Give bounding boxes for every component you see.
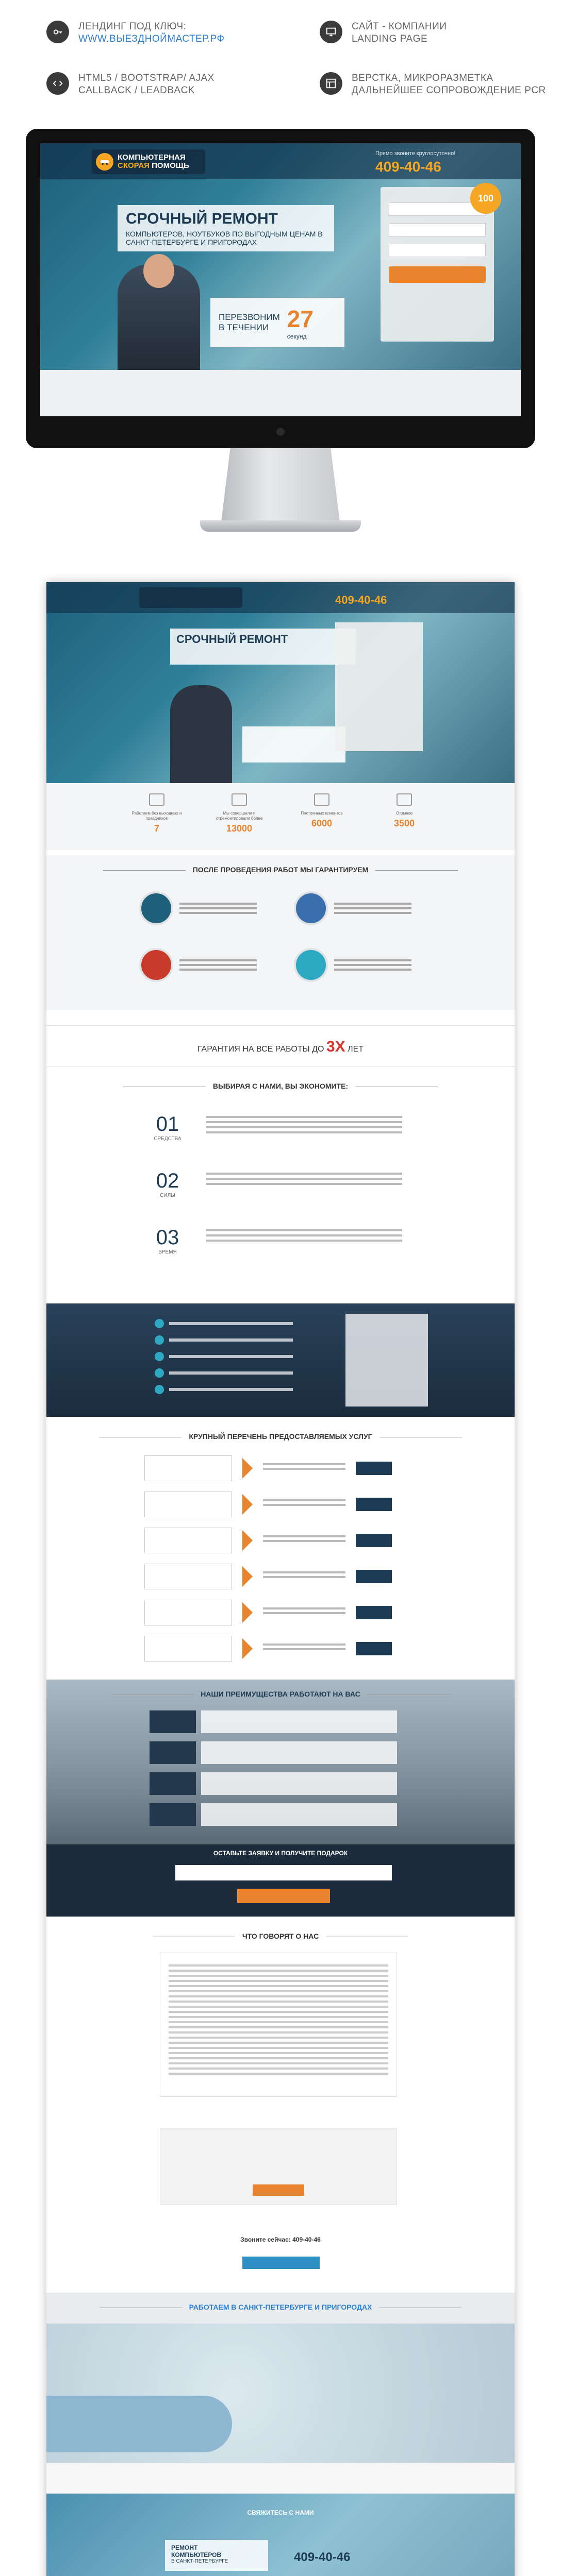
lock-icon — [139, 948, 173, 982]
check-icon — [155, 1385, 164, 1394]
service-price-button[interactable] — [356, 1498, 392, 1511]
info-layout-line2: ДАЛЬНЕЙШЕЕ СОПРОВОЖДЕНИЕ PCR — [352, 85, 546, 96]
site-logo[interactable] — [92, 149, 205, 174]
lp-callback-box — [242, 726, 345, 762]
guarantee-num: 3Х — [326, 1038, 345, 1055]
stat-item — [373, 793, 435, 850]
stat-label: Мы совершили и отремонтировали более — [216, 811, 263, 821]
service-row — [144, 1453, 433, 1484]
lp-headline-box — [170, 629, 356, 665]
monitor-screen — [40, 143, 521, 416]
hero-header — [40, 143, 521, 179]
check-icon — [155, 1368, 164, 1378]
car-icon — [96, 153, 113, 171]
info-layout — [320, 72, 546, 97]
calendar-icon — [149, 793, 164, 806]
info-site — [320, 21, 447, 45]
logo-line1: КОМПЬЮТЕРНАЯ — [118, 153, 186, 162]
review-submit-button[interactable] — [253, 2184, 304, 2196]
callback-button[interactable] — [242, 2257, 320, 2269]
hero-section — [40, 143, 521, 370]
hero-subheadline: КОМПЬЮТЕРОВ, НОУТБУКОВ ПО ВЫГОДНЫМ ЦЕНАМ В САНКТ-ПЕТЕРБУРГЕ И ПРИГОРОДАХ — [126, 230, 323, 246]
why-row — [144, 1226, 433, 1255]
service-desc — [263, 1533, 345, 1548]
service-name — [144, 1455, 232, 1481]
stat-num: 3500 — [393, 818, 415, 828]
why-label: ВРЕМЯ — [158, 1249, 177, 1255]
stat-label: Отзывов — [395, 811, 413, 816]
clients-icon — [314, 793, 329, 806]
arrow-icon — [242, 1494, 253, 1515]
info-layout-line1: ВЕРСТКА, МИКРОРАЗМЕТКА — [352, 73, 493, 83]
callback-line: Звоните сейчас: 409-40-46 — [240, 2236, 321, 2243]
stat-item — [208, 793, 270, 850]
reviews-title: ЧТО ГОВОРЯТ О НАС — [46, 1932, 515, 1940]
stat-item — [126, 793, 188, 850]
logo-accent: СКОРАЯ — [118, 161, 150, 170]
lp-technician — [170, 685, 232, 783]
info-tech-line2: CALLBACK / LEADBACK — [78, 85, 195, 96]
technician-head — [143, 254, 174, 288]
service-price-button[interactable] — [356, 1570, 392, 1583]
callback-unit: секунд — [287, 333, 307, 340]
guarantee-banner — [46, 1025, 515, 1066]
guarantee-prefix: ГАРАНТИЯ НА ВСЕ РАБОТЫ ДО — [197, 1045, 324, 1054]
stat-label: Работаем без выходных и праздников — [131, 811, 182, 821]
lp-form — [335, 622, 423, 751]
check-icon — [155, 1335, 164, 1345]
check-icon — [155, 1319, 164, 1328]
advantages-section — [46, 1680, 515, 1844]
service-row — [144, 1561, 433, 1592]
order-fields[interactable] — [175, 1865, 392, 1880]
tool-item — [139, 948, 257, 982]
why-num: 03 — [156, 1226, 179, 1249]
lp-header — [46, 582, 515, 613]
arrow-icon — [242, 1566, 253, 1587]
lp-hero — [46, 582, 515, 783]
service-price-button[interactable] — [356, 1606, 392, 1619]
tools-title: ПОСЛЕ ПРОВЕДЕНИЯ РАБОТ МЫ ГАРАНТИРУЕМ — [46, 866, 515, 874]
map-gulf — [46, 2396, 232, 2452]
arrow-icon — [242, 1530, 253, 1551]
contact-logo — [165, 2540, 268, 2571]
order-band — [46, 1844, 515, 1917]
shield-icon — [139, 891, 173, 925]
tool-item — [139, 891, 257, 925]
advantage-card — [150, 1772, 196, 1795]
service-price-button[interactable] — [356, 1534, 392, 1547]
stat-num: 7 — [154, 823, 159, 834]
monitor-mockup — [26, 129, 535, 448]
hero-stats-strip — [40, 370, 521, 416]
stat-item — [291, 793, 353, 850]
service-name — [144, 1564, 232, 1589]
hero-headline: СРОЧНЫЙ РЕМОНТ — [126, 210, 278, 227]
review-card — [160, 1953, 397, 2097]
info-landing-label: ЛЕНДИНГ ПОД КЛЮЧ: — [78, 21, 187, 32]
lp-logo[interactable] — [139, 587, 242, 608]
why-num: 01 — [156, 1113, 179, 1136]
monitor-icon — [320, 21, 342, 43]
chip-icon — [294, 891, 328, 925]
service-row — [144, 1525, 433, 1556]
top-info-section — [0, 0, 561, 113]
why-section — [46, 1082, 515, 1293]
layout-icon — [320, 72, 342, 95]
tools-section — [46, 855, 515, 1010]
service-row — [144, 1633, 433, 1664]
service-desc — [263, 1497, 345, 1512]
hero-phone-label: Прямо звоните круглосуточно! — [375, 150, 456, 157]
services-section — [46, 1432, 515, 1669]
advantage-text — [201, 1772, 397, 1795]
hero-phone[interactable]: 409-40-46 — [375, 159, 441, 175]
info-site-line1: САЙТ - КОМПАНИИ — [352, 21, 447, 32]
submit-button[interactable] — [389, 266, 486, 283]
key-icon — [46, 21, 69, 43]
advantages-title: НАШИ ПРЕИМУЩЕСТВА РАБОТАЮТ НА ВАС — [46, 1690, 515, 1698]
contact-phone[interactable]: 409-40-46 — [294, 2550, 351, 2564]
service-name — [144, 1600, 232, 1625]
advantage-text — [201, 1741, 397, 1764]
map-section — [46, 2293, 515, 2463]
footer-nav — [46, 2463, 515, 2494]
contact-logo-3: В САНКТ-ПЕТЕРБУРГЕ — [171, 2558, 228, 2564]
arrow-icon — [242, 1458, 253, 1479]
benefits-band — [46, 1303, 515, 1417]
advantage-card — [150, 1741, 196, 1764]
tool-item — [294, 891, 411, 925]
disk-icon — [294, 948, 328, 982]
service-name — [144, 1636, 232, 1662]
callback-text-1: ПЕРЕЗВОНИМ — [219, 312, 280, 322]
services-title: КРУПНЫЙ ПЕРЕЧЕНЬ ПРЕДОСТАВЛЯЕМЫХ УСЛУГ — [46, 1432, 515, 1440]
stat-num: 6000 — [311, 818, 333, 828]
service-name — [144, 1492, 232, 1517]
lp-headline: СРОЧНЫЙ РЕМОНТ — [176, 633, 288, 646]
why-row — [144, 1170, 433, 1198]
advantage-card — [150, 1710, 196, 1733]
callback-text-2: В ТЕЧЕНИИ — [219, 323, 269, 332]
arrow-icon — [242, 1602, 253, 1623]
advantage-card — [150, 1803, 196, 1826]
reviews-icon — [397, 793, 412, 806]
guarantee-suffix: ЛЕТ — [348, 1045, 364, 1054]
hero-order-form — [381, 187, 494, 342]
tool-item — [294, 948, 411, 982]
guarantee-badge: 100 — [470, 183, 501, 214]
city-map[interactable] — [46, 2324, 515, 2463]
why-num: 02 — [156, 1170, 179, 1192]
lp-phone[interactable]: 409-40-46 — [335, 594, 387, 606]
stats-row — [46, 783, 515, 850]
contact-section — [46, 2494, 515, 2576]
contact-logo-2: КОМПЬЮТЕРОВ — [171, 2551, 222, 2558]
stat-label: Постоянных клиентов — [301, 811, 343, 816]
service-price-button[interactable] — [356, 1642, 392, 1655]
service-desc — [263, 1605, 345, 1620]
service-row — [144, 1489, 433, 1520]
callback-box — [210, 298, 344, 347]
why-row — [144, 1113, 433, 1142]
stat-num: 13000 — [226, 823, 253, 834]
info-landing-link[interactable]: WWW.ВЫЕЗДНОЙМАСТЕР.РФ — [78, 33, 225, 44]
benefits-form — [345, 1314, 428, 1406]
info-landing — [46, 21, 225, 45]
contact-title: СВЯЖИТЕСЬ С НАМИ — [247, 2509, 314, 2516]
code-icon — [46, 72, 69, 95]
monitor-stand — [221, 448, 340, 526]
service-name — [144, 1528, 232, 1553]
reviews-section — [46, 1922, 515, 2282]
order-title: ОСТАВЬТЕ ЗАЯВКУ И ПОЛУЧИТЕ ПОДАРОК — [213, 1850, 348, 1857]
contact-logo-1: РЕМОНТ — [171, 2544, 198, 2551]
service-row — [144, 1597, 433, 1628]
logo-line2: ПОМОЩЬ — [152, 161, 189, 170]
advantage-text — [201, 1803, 397, 1826]
wrench-icon — [232, 793, 247, 806]
advantage-text — [201, 1710, 397, 1733]
info-site-line2: LANDING PAGE — [352, 33, 428, 44]
hero-headline-box — [118, 205, 334, 251]
order-button[interactable] — [237, 1889, 330, 1903]
problem-field[interactable] — [389, 244, 486, 257]
full-page-preview — [46, 582, 515, 2576]
why-title: ВЫБИРАЯ С НАМИ, ВЫ ЭКОНОМИТЕ: — [46, 1082, 515, 1090]
monitor-foot — [200, 520, 361, 532]
service-desc — [263, 1569, 345, 1584]
phone-field[interactable] — [389, 223, 486, 236]
info-tech-line1: HTML5 / BOOTSTRAP/ AJAX — [78, 73, 214, 83]
why-label: СИЛЫ — [160, 1193, 175, 1198]
map-title: РАБОТАЕМ В САНКТ-ПЕТЕРБУРГЕ И ПРИГОРОДАХ — [46, 2303, 515, 2311]
service-price-button[interactable] — [356, 1462, 392, 1475]
callback-num: 27 — [287, 306, 314, 332]
monitor-camera-dot — [276, 428, 285, 436]
why-label: СРЕДСТВА — [154, 1136, 182, 1142]
info-tech — [46, 72, 214, 97]
arrow-icon — [242, 1638, 253, 1659]
check-icon — [155, 1352, 164, 1361]
service-desc — [263, 1461, 345, 1476]
benefits-checklist — [155, 1319, 293, 1401]
service-desc — [263, 1641, 345, 1656]
